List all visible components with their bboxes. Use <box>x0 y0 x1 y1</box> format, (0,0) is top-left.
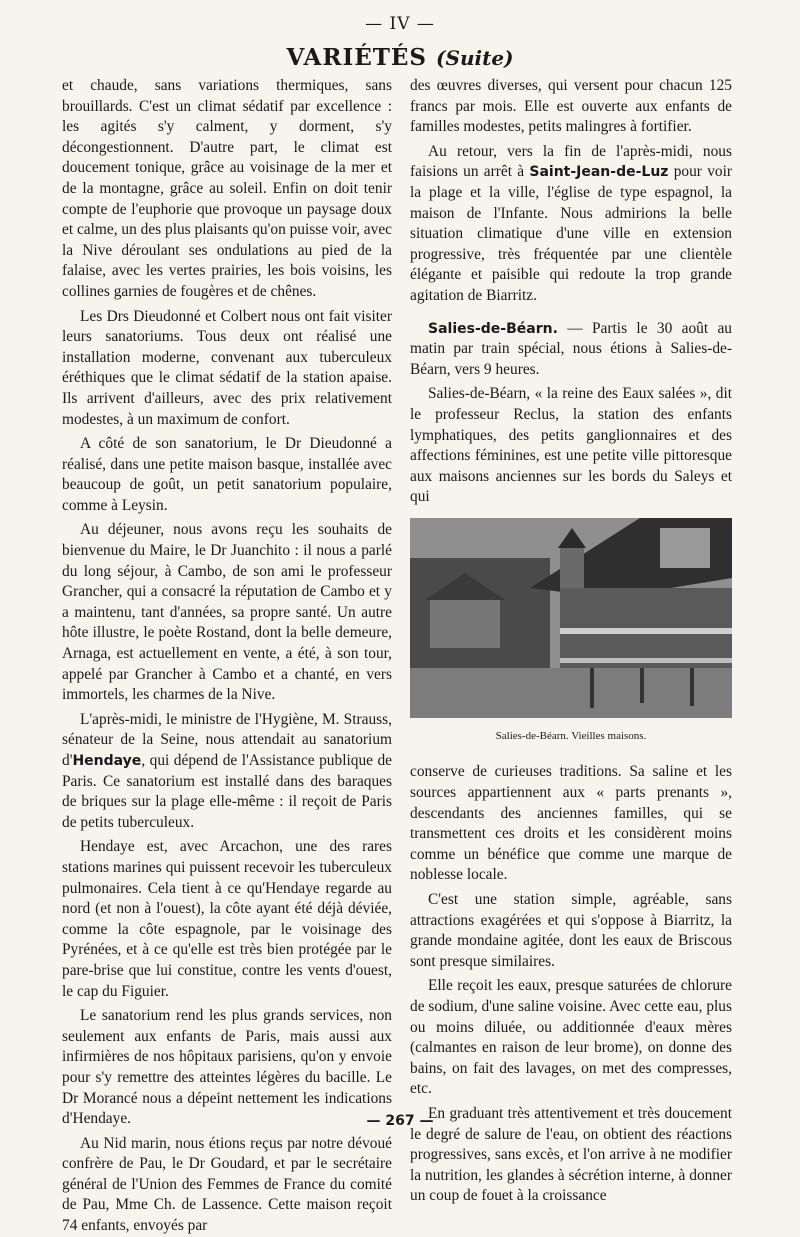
paragraph: A côté de son sanatorium, le Dr Dieudonné a réalisé, dans une petite maison basque, installée avec beaucoup de goût, un petit sanatorium populaire, comme à Leysin. <box>62 435 392 514</box>
header-suite: (Suite) <box>436 46 514 70</box>
photo-pillar <box>690 668 694 706</box>
photo-tower <box>560 548 584 588</box>
page-number-bottom: — 267 — <box>366 1113 434 1129</box>
photo-water <box>410 668 732 718</box>
paragraph: Les Drs Dieudonné et Colbert nous ont fait visiter leurs sanatoriums. Tous deux ont réalisé une installation moderne, convenant aux tuberculeux éréthiques que le climat sédatif de la station apaise. Ils arrivent d'ailleurs, avec des prix relativement modestes, à un maximum de confort. <box>62 307 392 428</box>
text-span: L'après-midi, le ministre de l'Hygiène, M. Strauss, sénateur de la Seine, nous attendait au sanatorium d' <box>62 710 392 769</box>
page-number-top: — IV — <box>365 14 435 34</box>
paragraph <box>410 142 732 307</box>
photo-window <box>660 528 710 568</box>
paragraph <box>62 710 392 834</box>
photo-balcony <box>560 628 732 634</box>
figure-caption: Salies-de-Béarn. Vieilles maisons. <box>495 729 647 742</box>
paragraph: C'est une station simple, agréable, sans attractions exagérées et qui s'oppose à Biarritz, la grande mondaine agitée, dont les eaux de Briscous sont presque similaires. <box>410 891 732 970</box>
right-column <box>410 76 732 1207</box>
paragraph: et chaude, sans variations thermiques, sans brouillards. C'est un climat sédatif par excellence : les agités s'y calment, y dorment, s'y décongestionnent. D'autre part, le climat est doucement tonique, grâce au voisinage de la mer et de la montagne, grâce au soleil. Enfin on doit tenir compte de l'euphorie que provoque un paysage doux et calme, un des plus plaisants qu'on puisse voir, avec la Nive déroulant ses ondulations au pied de la falaise, avec les vertes prairies, les bois voisins, les collines garnies de fougères et de chênes. <box>62 77 392 300</box>
section-lead-salies: Salies-de-Béarn. <box>428 320 558 337</box>
figure <box>410 518 732 747</box>
section-header <box>0 44 800 71</box>
text-span: , qui dépend de l'Assistance publique de Paris. Ce sanatorium est installé dans des baraques de briques sur la plage elle-même : il reçoit de Paris de petits tuberculeux. <box>62 752 392 831</box>
text-span: Au retour, vers la fin de l'après-midi, nous faisions un arrêt à <box>410 142 732 181</box>
photo-pillar <box>590 668 594 708</box>
place-name-hendaye: Hendaye <box>72 753 142 769</box>
header-title: VARIÉTÉS <box>286 44 428 71</box>
photo-balcony <box>560 658 732 663</box>
paragraph: En graduant très attentivement et très doucement le degré de salure de l'eau, on obtient des réactions progressives, sans excès, et l'on arrive à ne modifier la nutrition, les glandes à sécrétion interne, à donner un coup de fouet à la croissance <box>410 1104 732 1205</box>
place-name-saint-jean-de-luz: Saint-Jean-de-Luz <box>529 164 669 181</box>
photo-pillar <box>640 668 644 703</box>
paragraph: Au Nid marin, nous étions reçus par notre dévoué confrère de Pau, le Dr Goudard, et par le secrétaire général de l'Union des Femmes de France du comité de Pau, Mme Ch. de Lassence. Cette maison reçoit 74 enfants, envoyés par <box>62 1134 392 1235</box>
photo-house-left <box>430 598 500 648</box>
paragraph: Elle reçoit les eaux, presque saturées de chlorure de sodium, d'une saline voisine. Avec cette eau, plus ou moins diluée, ou additionnée d'eaux mères (calmantes en raison de leur brome), on donne des bains, on fait des lavages, on met des compresses, etc. <box>410 977 732 1098</box>
paragraph: Salies-de-Béarn, « la reine des Eaux salées », dit le professeur Reclus, la station des enfants lymphatiques, des petits ganglionnaires et des affections féminines, est une petite ville pittoresque aux maisons anciennes sur les bords du Saleys et qui <box>410 385 732 506</box>
paragraph: Au déjeuner, nous avons reçu les souhaits de bienvenue du Maire, le Dr Juanchito : il nous a parlé du long séjour, à Cambo, de son ami le professeur Grancher, qui a consacré la réputation de Cambo et y a maintenu, tant d'années, sa propre santé. Un autre hôte illustre, le poète Rostand, dont la belle demeure, Arnaga, est actuellement en vente, a été, à son tour, appelé par Grancher à Cambo et a chanté, en vers immortels, les charmes de la Nive. <box>62 521 392 704</box>
text-span: — Partis le 30 août au matin par train spécial, nous étions à Salies-de-Béarn, vers 9 heures. <box>410 319 732 378</box>
left-column <box>62 76 392 1237</box>
text-span: pour voir la plage et la ville, l'église de type espagnol, la maison de l'Infante. Nous admirions la belle situation climatique d'une ville en extension progressive, très fréquentée par une clientèle élégante et paisible qui redoute la trop grande agitation de Biarritz. <box>410 163 732 304</box>
paragraph: conserve de curieuses traditions. Sa saline et les sources appartiennent aux « parts prenants », descendants des anciennes familles, qui se transmettent ces droits et les considèrent moins comme un bénéfice que comme une marque de noblesse locale. <box>410 763 732 884</box>
paragraph: des œuvres diverses, qui versent pour chacun 125 francs par mois. Elle est ouverte aux enfants de familles modestes, petits malingres à fortifier. <box>410 77 732 136</box>
photo-old-houses <box>410 518 732 718</box>
paragraph: Hendaye est, avec Arcachon, une des rares stations marines qui puissent recevoir les tuberculeux pulmonaires. Cela tient à ce qu'Hendaye regarde au nord (et non à l'ouest), la côte ayant été déjà déviée, comme la côte espagnole, par le voisinage des Pyrénées, et à ce qu'elle est très bien protégée par le pare-brise que lui constitue, contre les vents d'ouest, le cap du Figuier. <box>62 838 392 1000</box>
paragraph: Le sanatorium rend les plus grands services, non seulement aux enfants de Paris, mais aussi aux infirmières de nos hôpitaux parisiens, qu'on y envoie pour s'y remettre des atteintes légères du bacille. Le Dr Morancé nous a dépeint nettement les indications d'Hendaye. <box>62 1007 392 1128</box>
paragraph <box>410 319 732 381</box>
